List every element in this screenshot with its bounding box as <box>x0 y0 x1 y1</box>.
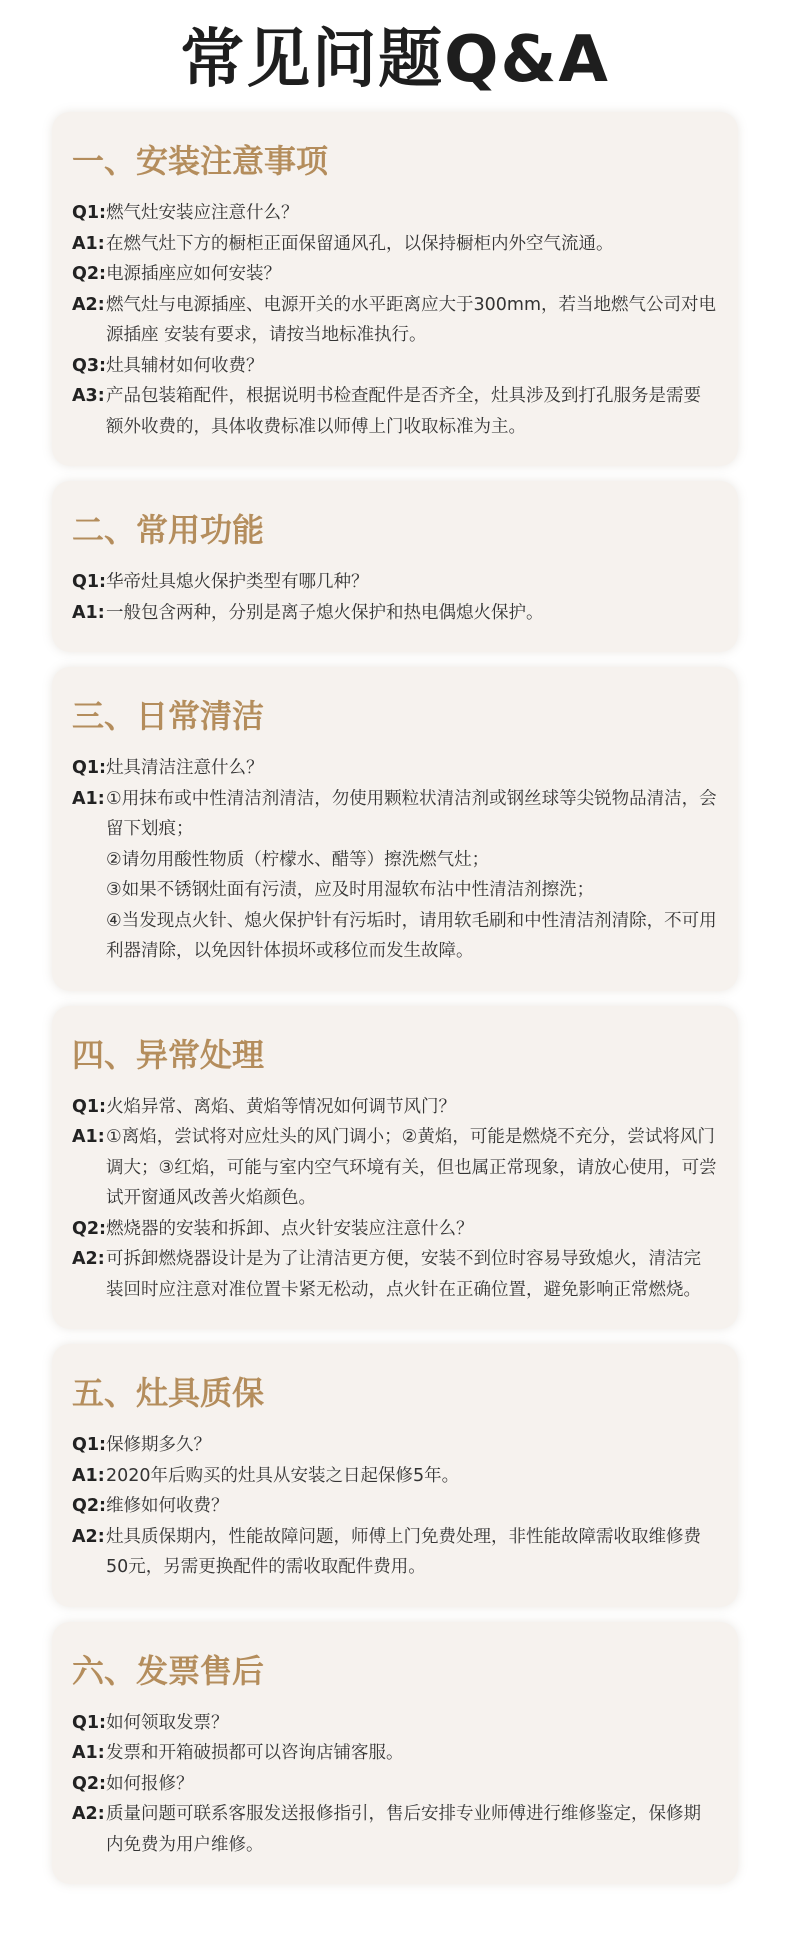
question-text <box>106 1430 718 1461</box>
section-title: 三、日常清洁 <box>72 697 265 735</box>
answer-row <box>72 1122 718 1214</box>
question-label: Q1: <box>72 1096 107 1117</box>
question-text <box>106 198 718 229</box>
section-title: 四、异常处理 <box>72 1035 265 1074</box>
question-row <box>72 753 718 784</box>
text-line: 燃气灶安装应注意什么？ <box>106 203 299 223</box>
text-line: 燃气灶与电源插座、电源开关的水平距离应大于300mm，若当地燃气公司对电源插座 安装有要求，请按当地标准执行。 <box>106 294 716 345</box>
question-text <box>106 1214 718 1245</box>
answer-text <box>106 1522 718 1583</box>
question-row <box>72 259 718 290</box>
answer-label: A2: <box>72 294 105 315</box>
text-line: 如何报修？ <box>106 1773 194 1794</box>
qa-list <box>72 1430 718 1583</box>
section-title: 一、安装注意事项 <box>72 142 329 180</box>
text-line: 如何领取发票？ <box>106 1712 229 1733</box>
qa-list <box>72 567 718 628</box>
answer-label: A1: <box>72 1127 105 1147</box>
question-text <box>106 1769 718 1800</box>
answer-row <box>72 1799 718 1860</box>
faq-sections <box>0 112 790 1884</box>
answer-row <box>72 290 718 351</box>
answer-label: A1: <box>72 1743 105 1763</box>
question-text <box>106 1092 718 1123</box>
question-text <box>106 1708 718 1739</box>
answer-row <box>72 1738 718 1769</box>
answer-label: A3: <box>72 386 105 406</box>
question-text <box>106 351 718 382</box>
text-line: 产品包装箱配件，根据说明书检查配件是否齐全，灶具涉及到打孔服务是需要额外收费的，具体收费标准以师傅上门收取标准为主。 <box>106 386 701 437</box>
answer-text <box>106 1799 718 1860</box>
qa-list <box>72 1092 718 1306</box>
text-line: 火焰异常、离焰、黄焰等情况如何调节风门？ <box>106 1096 457 1117</box>
answer-row <box>72 1522 718 1583</box>
question-label: Q3: <box>72 355 107 376</box>
answer-row <box>72 1244 718 1305</box>
answer-text <box>106 598 718 629</box>
text-line: 可拆卸燃烧器设计是为了让清洁更方便，安装不到位时容易导致熄火，清洁完装回时应注意对准位置卡紧无松动，点火针在正确位置，避免影响正常燃烧。 <box>106 1249 701 1300</box>
text-line: 燃烧器的安装和拆卸、点火针安装应注意什么？ <box>106 1218 474 1239</box>
answer-label: A2: <box>72 1249 105 1269</box>
text-line: 一般包含两种，分别是离子熄火保护和热电偶熄火保护。 <box>106 602 544 623</box>
text-line: 灶具辅材如何收费？ <box>106 355 264 376</box>
faq-section <box>52 1622 738 1885</box>
answer-text <box>106 381 718 442</box>
section-title: 五、灶具质保 <box>72 1374 265 1412</box>
question-row <box>72 1214 718 1245</box>
page-title: 常见问题Q&A <box>180 23 610 97</box>
qa-list <box>72 198 718 442</box>
question-label: Q2: <box>72 264 107 284</box>
text-line: 维修如何收费？ <box>106 1496 229 1516</box>
qa-list <box>72 753 718 967</box>
answer-label: A2: <box>72 1526 105 1547</box>
question-label: Q1: <box>72 758 107 778</box>
question-row <box>72 1769 718 1800</box>
question-label: Q2: <box>72 1773 107 1794</box>
faq-section <box>52 481 738 652</box>
question-text <box>106 753 718 784</box>
question-text <box>106 1491 718 1522</box>
answer-row <box>72 598 718 629</box>
text-line: 华帝灶具熄火保护类型有哪几种？ <box>106 572 369 592</box>
question-row <box>72 1092 718 1123</box>
text-line: ④当发现点火针、熄火保护针有污垢时，请用软毛刷和中性清洁剂清除，不可用利器清除，以免因针体损坏或移位而发生故障。 <box>106 910 717 961</box>
text-line: 2020年后购买的灶具从安装之日起保修5年。 <box>106 1465 460 1486</box>
question-label: Q1: <box>72 1712 107 1733</box>
answer-text <box>106 229 718 260</box>
answer-label: A1: <box>72 1465 105 1486</box>
text-line: 发票和开箱破损都可以咨询店铺客服。 <box>106 1743 404 1763</box>
answer-row <box>72 784 718 967</box>
question-text <box>106 567 718 598</box>
question-label: Q1: <box>72 1435 107 1455</box>
answer-label: A1: <box>72 233 105 254</box>
answer-row <box>72 229 718 260</box>
question-row <box>72 1708 718 1739</box>
question-row <box>72 351 718 382</box>
section-title: 二、常用功能 <box>72 511 265 549</box>
answer-label: A1: <box>72 602 105 623</box>
question-row <box>72 567 718 598</box>
text-line: 电源插座应如何安装？ <box>106 264 282 284</box>
answer-text <box>106 784 718 967</box>
faq-section <box>52 112 738 466</box>
text-line: 在燃气灶下方的橱柜正面保留通风孔，以保持橱柜内外空气流通。 <box>106 233 614 254</box>
answer-label: A1: <box>72 788 105 809</box>
question-row <box>72 198 718 229</box>
text-line: 保修期多久？ <box>106 1435 212 1455</box>
text-line: 灶具质保期内，性能故障问题，师傅上门免费处理，非性能故障需收取维修费50元，另需更换配件的需收取配件费用。 <box>106 1526 701 1577</box>
question-label: Q2: <box>72 1496 107 1516</box>
faq-section <box>52 667 738 991</box>
answer-text <box>106 290 718 351</box>
text-line: ②请勿用酸性物质（柠檬水、醋等）擦洗燃气灶； <box>106 849 490 870</box>
answer-text <box>106 1122 718 1214</box>
answer-text <box>106 1738 718 1769</box>
question-label: Q2: <box>72 1218 107 1239</box>
text-line: ①离焰，尝试将对应灶头的风门调小；②黄焰，可能是燃烧不充分，尝试将风门调大；③红焰，可能与室内空气环境有关，但也属正常现象，请放心使用，可尝试开窗通风改善火焰颜色。 <box>106 1127 717 1208</box>
text-line: ③如果不锈钢灶面有污渍，应及时用湿软布沾中性清洁剂擦洗； <box>106 880 595 900</box>
text-line: 灶具清洁注意什么？ <box>106 758 264 778</box>
question-label: Q1: <box>72 572 107 592</box>
section-title: 六、发票售后 <box>72 1651 265 1690</box>
faq-section <box>52 1344 738 1607</box>
qa-list <box>72 1708 718 1861</box>
text-line: 质量问题可联系客服发送报修指引，售后安排专业师傅进行维修鉴定，保修期内免费为用户维修。 <box>106 1804 701 1855</box>
question-row <box>72 1491 718 1522</box>
text-line: ①用抹布或中性清洁剂清洁，勿使用颗粒状清洁剂或钢丝球等尖锐物品清洁，会留下划痕； <box>106 788 717 839</box>
answer-text <box>106 1244 718 1305</box>
faq-section <box>52 1006 738 1330</box>
answer-row <box>72 381 718 442</box>
answer-row <box>72 1461 718 1492</box>
question-row <box>72 1430 718 1461</box>
answer-text <box>106 1461 718 1492</box>
answer-label: A2: <box>72 1804 105 1824</box>
question-label: Q1: <box>72 203 107 223</box>
question-text <box>106 259 718 290</box>
